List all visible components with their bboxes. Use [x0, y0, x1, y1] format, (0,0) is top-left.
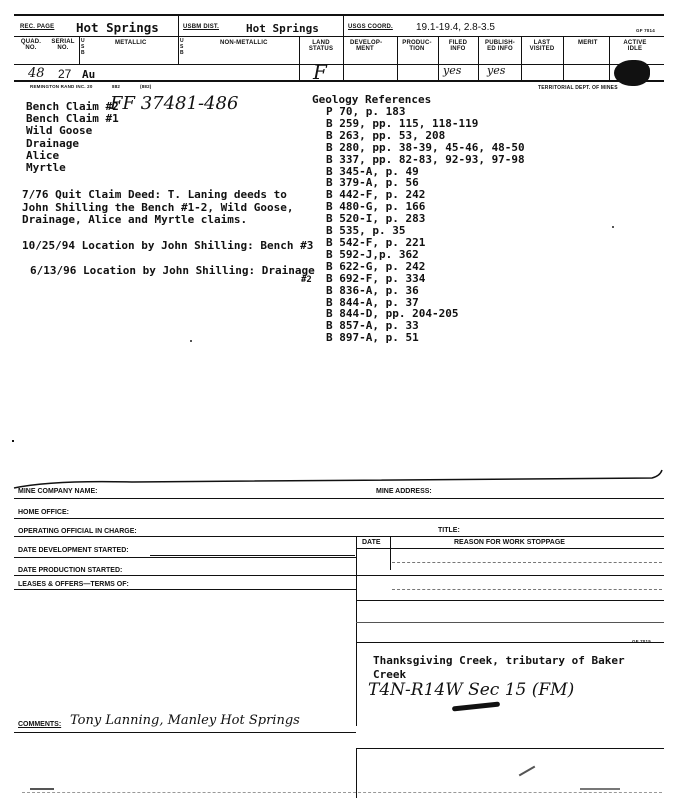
col-usb-2: U S B: [180, 38, 184, 56]
speck: [12, 440, 14, 442]
operating-official-label: OPERATING OFFICIAL IN CHARGE:: [18, 528, 137, 535]
speck: [612, 226, 614, 228]
geology-ref: B 345-A, p. 49: [326, 164, 419, 178]
col-last-visited: LAST VISITED: [529, 40, 555, 52]
home-office-label: HOME OFFICE:: [18, 509, 69, 516]
geology-ref: B 263, pp. 53, 208: [326, 128, 446, 142]
col-metallic: METALLIC: [115, 40, 147, 46]
speck: [190, 340, 192, 342]
mine-address-label: MINE ADDRESS:: [376, 488, 432, 495]
geology-ref: B 520-I, p. 283: [326, 212, 426, 226]
geology-ref: B 692-F, p. 334: [326, 271, 426, 285]
claim-item: Wild Goose: [26, 124, 93, 138]
geology-ref: B 442-F, p. 242: [326, 188, 426, 202]
location-typed: Thanksgiving Creek, tributary of Baker Creek: [373, 654, 625, 681]
row-usb: Au: [82, 68, 96, 81]
claim-item: Bench Claim #2: [26, 100, 119, 113]
remington-label: REMINGTON RAND INC. 20: [30, 84, 93, 89]
geology-ref: B 379-A, p. 56: [326, 176, 419, 190]
claim-item: Bench Claim #1: [26, 112, 119, 126]
col-quad-no: QUAD. NO.: [20, 39, 42, 51]
claim-item: Alice: [26, 148, 60, 162]
history-entry-1: 7/76 Quit Claim Deed: T. Laning deeds to John Shilling the Bench #1-2, Wild Goose, Drainage, Alice and Myrtle claims.: [22, 188, 294, 226]
col-non-metallic: NON-METALLIC: [220, 40, 268, 46]
leases-label: LEASES & OFFERS—TERMS OF:: [18, 581, 129, 588]
scribble-strike: [452, 702, 500, 712]
geology-ref: B 480-G, p. 166: [326, 200, 426, 214]
col-production: PRODUC- TION: [402, 40, 432, 52]
speck: [519, 766, 536, 777]
title-label: TITLE:: [438, 527, 460, 534]
usgs-coord-value: 19.1-19.4, 2.8-3.5: [416, 22, 495, 33]
geology-ref: B 535, p. 35: [326, 224, 406, 238]
date-development-label: DATE DEVELOPMENT STARTED:: [18, 547, 129, 554]
history-entry-2: 10/25/94 Location by John Shilling: Bench #3: [22, 239, 314, 252]
location-handwritten: T4N-R14W Sec 15 (FM): [368, 680, 575, 700]
geology-ref: P 70, p. 183: [326, 105, 406, 118]
row-published-info: yes: [487, 64, 506, 77]
history-entry-3: 6/13/96 Location by John Shilling: Drainage: [30, 264, 315, 277]
territorial-dept: TERRITORIAL DEPT. OF MINES: [538, 85, 618, 91]
mine-company-label: MINE COMPANY NAME:: [18, 488, 98, 495]
geology-title: Geology References: [312, 93, 432, 106]
col-serial-no: SERIAL NO.: [51, 39, 75, 51]
geology-ref: B 592-J,p. 362: [326, 247, 419, 261]
col-merit: MERIT: [578, 40, 598, 46]
row-land-status: F: [313, 60, 327, 84]
geology-ref: B 897-A, p. 51: [326, 331, 419, 345]
date-col-label: DATE: [362, 539, 381, 546]
geology-ref: B 844-D, pp. 204-205: [326, 307, 459, 321]
rec-page-label: REC. PAGE: [20, 24, 55, 30]
ink-blot: [614, 60, 650, 86]
form-number: GF 7014: [636, 28, 655, 33]
col-active-idle: ACTIVE IDLE: [623, 40, 647, 52]
gf-7015-label: GF 7015: [632, 639, 651, 644]
geology-ref: B 337, pp. 82-83, 92-93, 97-98: [326, 152, 525, 166]
claim-item: Myrtle: [26, 161, 66, 175]
usbm-dist-label: USBM DIST.: [183, 24, 220, 30]
speck: [580, 788, 620, 790]
col-filed-info: FILED INFO: [448, 40, 468, 52]
usbm-dist-value: Hot Springs: [246, 22, 319, 35]
code-882: 882: [112, 84, 121, 89]
col-published-info: PUBLISH- ED INFO: [485, 40, 515, 52]
col-development: DEVELOP- MENT: [350, 40, 383, 52]
col-land-status: LAND STATUS: [308, 40, 334, 52]
code-882-paren: (882): [140, 84, 152, 89]
geology-ref: B 836-A, p. 36: [326, 283, 419, 297]
date-production-label: DATE PRODUCTION STARTED:: [18, 567, 123, 574]
form-divider-curve: [12, 468, 664, 492]
row-quad: 48: [28, 66, 45, 81]
comments-value: Tony Lanning, Manley Hot Springs: [70, 713, 300, 728]
ff-number: FF 37481-486: [110, 93, 239, 114]
speck: [30, 788, 54, 790]
geology-ref: B 542-F, p. 221: [326, 235, 426, 249]
usgs-coord-label: USGS COORD.: [348, 24, 393, 30]
geology-ref: B 857-A, p. 33: [326, 319, 419, 333]
row-filed-info: yes: [443, 64, 462, 77]
claims-list: [26, 101, 119, 174]
col-usb: U S B: [81, 38, 85, 56]
geology-ref: B 259, pp. 115, 118-119: [326, 116, 479, 130]
claim-item: Drainage: [26, 136, 79, 150]
reason-col-label: REASON FOR WORK STOPPAGE: [454, 539, 565, 546]
row-serial: 27: [58, 67, 72, 81]
geology-ref: B 280, pp. 38-39, 45-46, 48-50: [326, 140, 525, 154]
geology-refs: [326, 106, 525, 344]
geology-ref: B 844-A, p. 37: [326, 295, 419, 309]
rec-page-value: Hot Springs: [76, 20, 159, 35]
history-entry-3-suffix: #2: [301, 275, 312, 285]
geology-ref: B 622-G, p. 242: [326, 259, 426, 273]
comments-label: COMMENTS:: [18, 721, 62, 728]
